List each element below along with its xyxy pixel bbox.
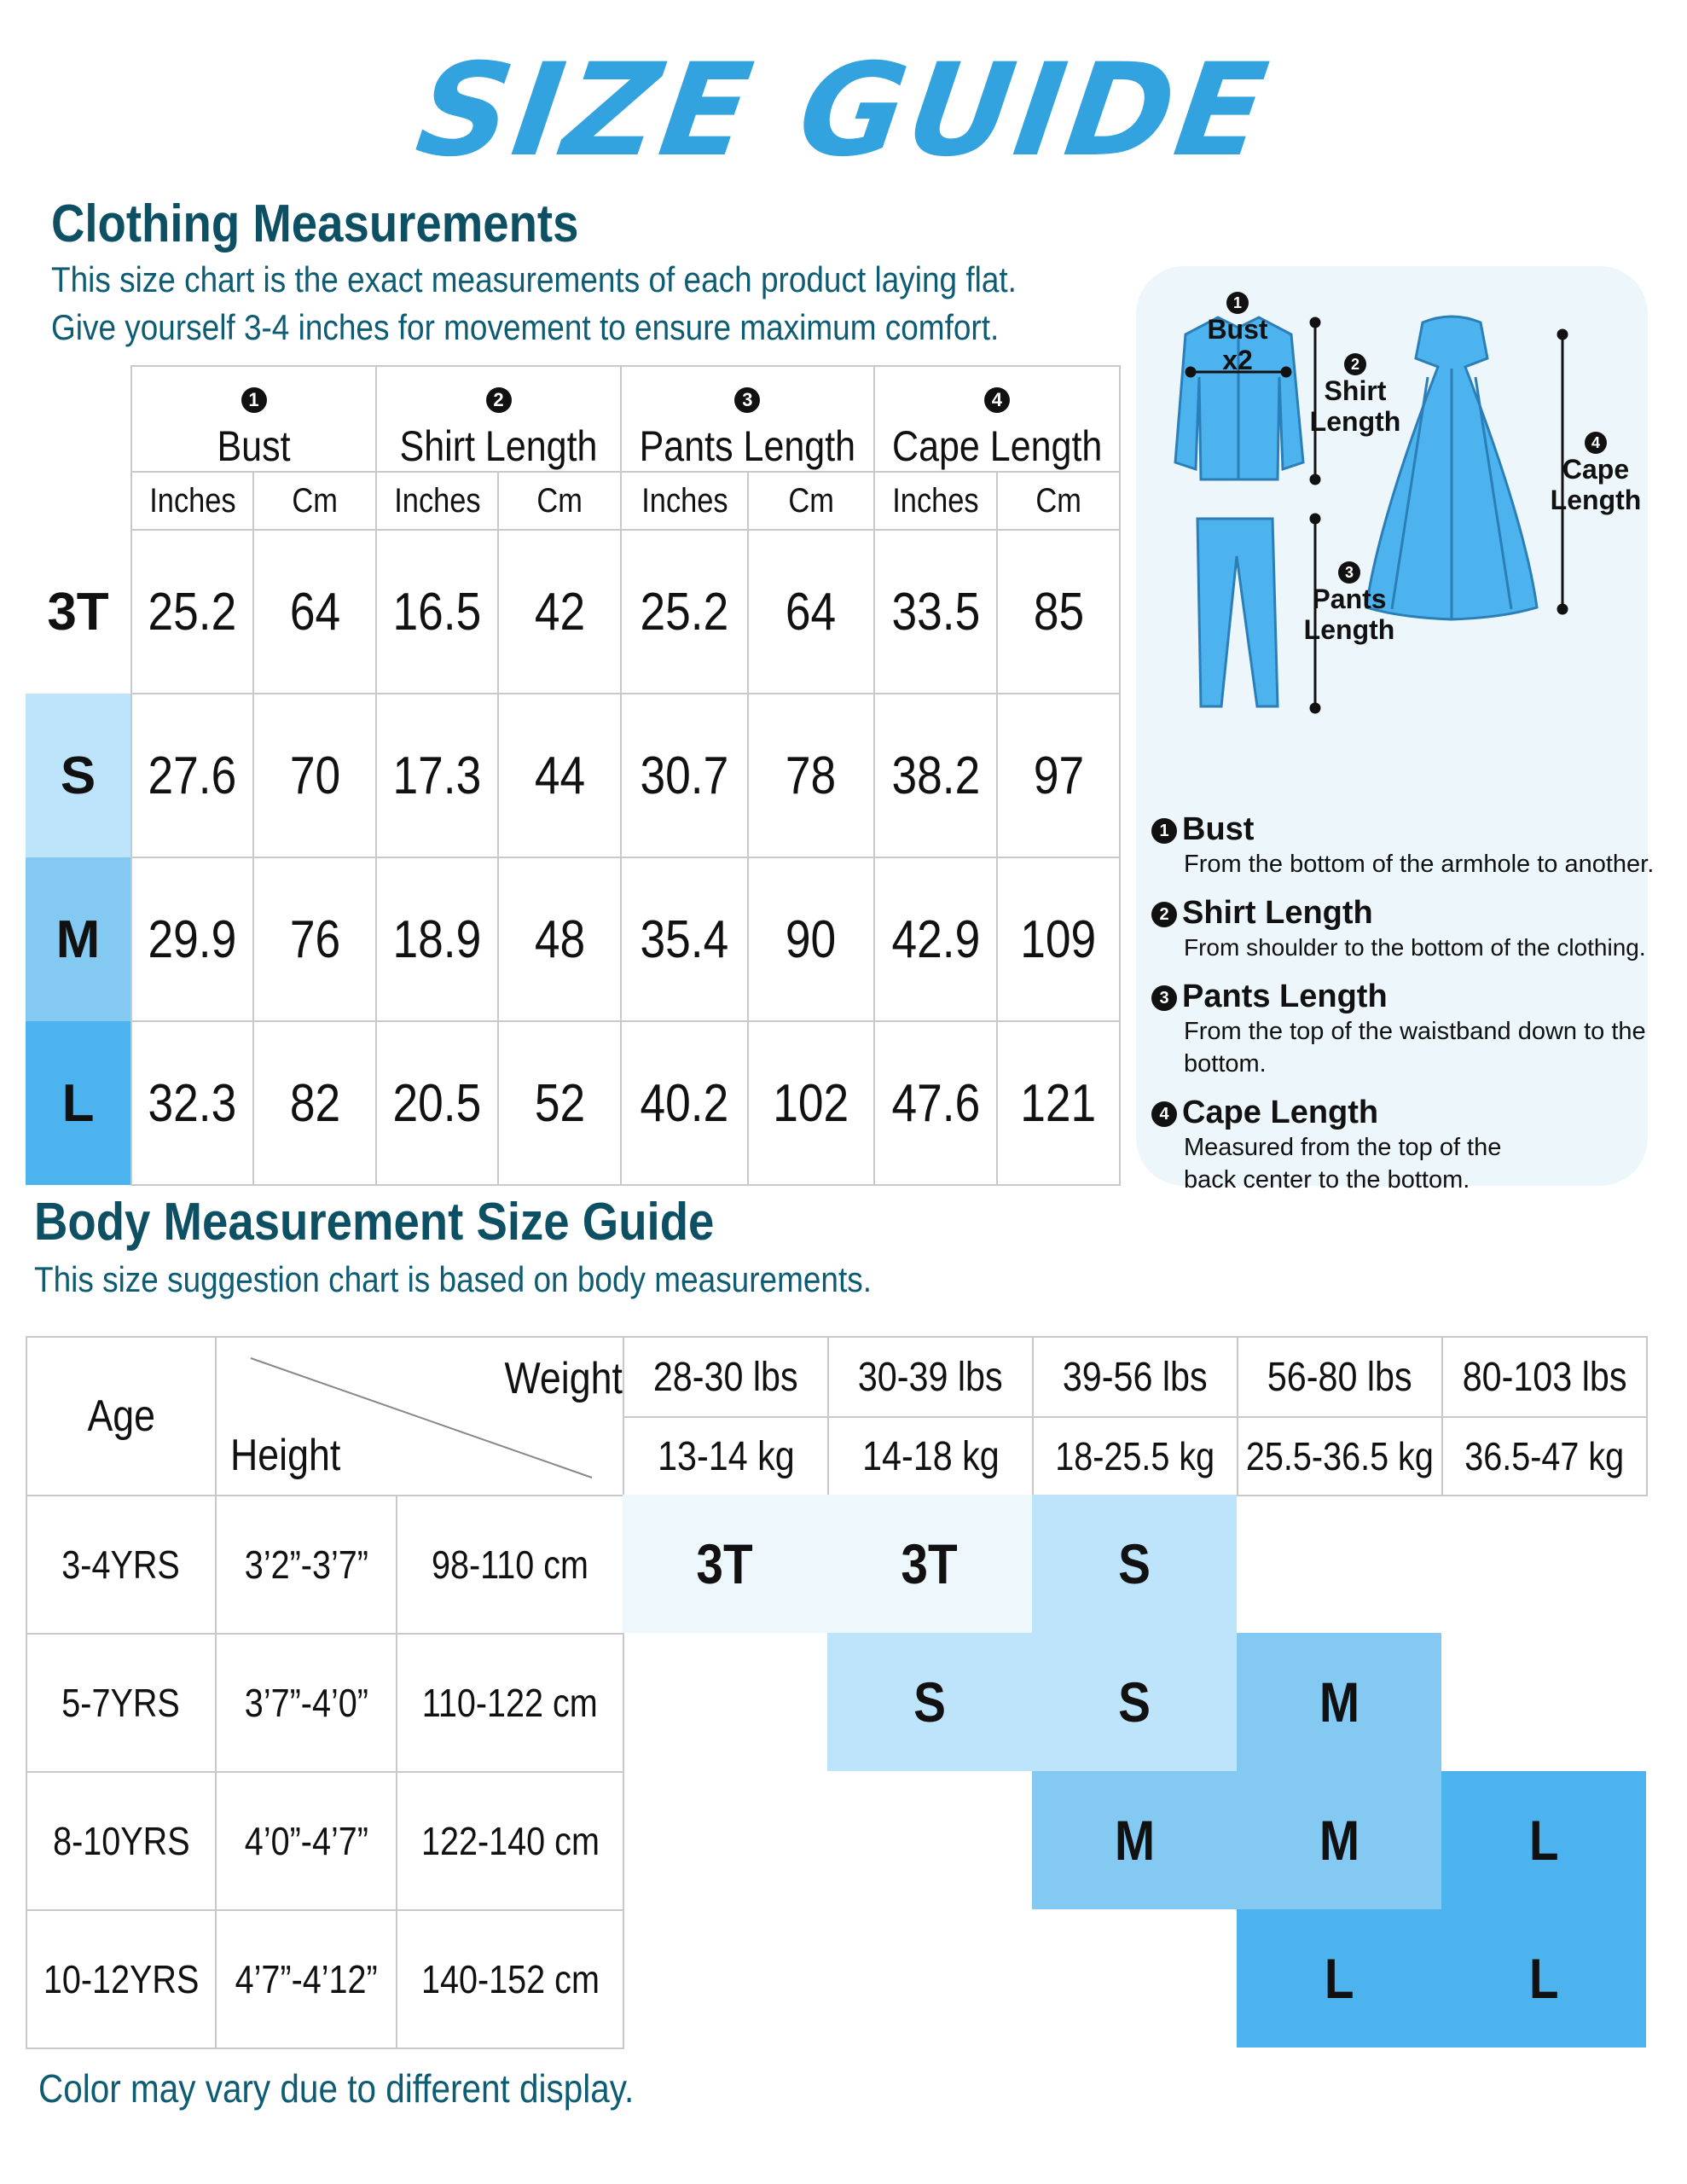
- body-table-cells: [26, 1336, 1646, 2051]
- size-label-s: S: [26, 694, 131, 857]
- table-cell: 76: [253, 857, 376, 1021]
- weight-lbs-header: 30-39 lbs: [827, 1336, 1034, 1418]
- number-2-icon: 2: [1344, 353, 1366, 375]
- table-cell: 33.5: [874, 530, 998, 694]
- table-cell: 52: [498, 1021, 621, 1185]
- group-label: Pants Length: [639, 422, 856, 470]
- weight-lbs-header: 56-80 lbs: [1237, 1336, 1443, 1418]
- group-label: Cape Length: [891, 422, 1103, 470]
- height-cm-cell: 122-140 cm: [396, 1771, 624, 1911]
- size-suggestion-cell: S: [827, 1633, 1032, 1771]
- definition-shirt-length: 2 Shirt Length From shoulder to the bottom of the clothing.: [1151, 894, 1646, 964]
- unit-header: Cm: [748, 472, 874, 530]
- table-cell: 70: [253, 694, 376, 857]
- number-3-icon: 3: [1151, 985, 1177, 1011]
- number-3-icon: 3: [734, 387, 760, 413]
- group-label: Bust: [217, 422, 291, 470]
- table-cell: 16.5: [376, 530, 498, 694]
- table-cell: 25.2: [621, 530, 748, 694]
- measurement-definitions: [1151, 810, 1655, 1210]
- size-suggestion-cell: S: [1032, 1633, 1237, 1771]
- table-cell: 47.6: [874, 1021, 998, 1185]
- height-cm-cell: 140-152 cm: [396, 1909, 624, 2049]
- weight-lbs-header: 39-56 lbs: [1032, 1336, 1238, 1418]
- size-suggestion-cell: M: [1237, 1633, 1441, 1771]
- table-cell: 121: [997, 1021, 1120, 1185]
- shirt-diagram-label: 2 Shirt Length: [1300, 345, 1411, 437]
- weight-lbs-header: 80-103 lbs: [1441, 1336, 1648, 1418]
- table-cell: 97: [997, 694, 1120, 857]
- size-suggestion-cell: M: [1237, 1771, 1441, 1909]
- size-suggestion-cell: M: [1032, 1771, 1237, 1909]
- number-1-icon: 1: [1226, 292, 1249, 314]
- height-cm-cell: 98-110 cm: [396, 1495, 624, 1635]
- table-cell: 40.2: [621, 1021, 748, 1185]
- table-cell: 82: [253, 1021, 376, 1185]
- corner-blank: [26, 472, 131, 530]
- table-row: [26, 694, 1120, 857]
- table-cell: 42.9: [874, 857, 998, 1021]
- table-cell: 18.9: [376, 857, 498, 1021]
- cape-diagram-label: 4 Cape Length: [1540, 423, 1651, 515]
- size-suggestion-cell: L: [1237, 1909, 1441, 2048]
- body-subtitle: This size suggestion chart is based on body measurements.: [34, 1259, 872, 1299]
- unit-header: Inches: [131, 472, 253, 530]
- table-cell: 44: [498, 694, 621, 857]
- table-row: [26, 1021, 1120, 1185]
- body-heading: Body Measurement Size Guide: [34, 1193, 715, 1252]
- clothing-measurement-table: [26, 365, 1121, 1186]
- weight-header: Weight: [504, 1354, 623, 1403]
- age-header: Age: [26, 1336, 217, 1496]
- table-cell: 109: [997, 857, 1120, 1021]
- table-cell: 38.2: [874, 694, 998, 857]
- page-title: SIZE GUIDE: [409, 37, 1278, 185]
- age-cell: 5-7YRS: [26, 1633, 217, 1773]
- weight-kg-header: 25.5-36.5 kg: [1237, 1416, 1443, 1496]
- table-cell: 64: [748, 530, 874, 694]
- table-cell: 102: [748, 1021, 874, 1185]
- size-suggestion-cell: L: [1441, 1771, 1646, 1909]
- clothing-subtitle-line2: Give yourself 3-4 inches for movement to ensure maximum comfort.: [51, 307, 1000, 347]
- unit-header: Cm: [997, 472, 1120, 530]
- clothing-subtitle-line1: This size chart is the exact measurements of each product laying flat.: [51, 259, 1017, 299]
- group-header-bust: [131, 366, 376, 472]
- number-2-icon: 2: [1151, 902, 1177, 927]
- table-cell: 85: [997, 530, 1120, 694]
- table-row: [26, 857, 1120, 1021]
- height-in-cell: 3’7”-4’0”: [215, 1633, 397, 1773]
- definition-pants-length: 3 Pants Length From the top of the waistband down to the bottom.: [1151, 978, 1646, 1080]
- pants-icon: [1197, 519, 1278, 706]
- weight-lbs-header: 28-30 lbs: [623, 1336, 829, 1418]
- pants-diagram-label: 3 Pants Length: [1290, 553, 1409, 645]
- number-1-icon: 1: [1151, 818, 1177, 844]
- table-cell: 20.5: [376, 1021, 498, 1185]
- unit-header: Inches: [874, 472, 998, 530]
- size-suggestion-cell: 3T: [623, 1495, 827, 1633]
- number-3-icon: 3: [1338, 561, 1360, 584]
- table-cell: 64: [253, 530, 376, 694]
- weight-kg-header: 36.5-47 kg: [1441, 1416, 1648, 1496]
- footer-note: Color may vary due to different display.: [38, 2066, 635, 2111]
- age-cell: 8-10YRS: [26, 1771, 217, 1911]
- number-4-icon: 4: [1585, 432, 1607, 454]
- bust-diagram-label: 1 Bust x2: [1182, 283, 1293, 375]
- definition-cape-length: 4 Cape Length Measured from the top of the back center to the bottom.: [1151, 1094, 1646, 1196]
- size-suggestion-cell: 3T: [827, 1495, 1032, 1633]
- height-in-cell: 4’7”-4’12”: [215, 1909, 397, 2049]
- unit-header: Cm: [253, 472, 376, 530]
- size-suggestion-cell: L: [1441, 1909, 1646, 2048]
- table-cell: 17.3: [376, 694, 498, 857]
- number-1-icon: 1: [241, 387, 267, 413]
- group-header-shirt-length: [376, 366, 621, 472]
- height-in-cell: 3’2”-3’7”: [215, 1495, 397, 1635]
- weight-kg-header: 18-25.5 kg: [1032, 1416, 1238, 1496]
- size-label-3t: 3T: [26, 530, 131, 694]
- table-cell: 25.2: [131, 530, 253, 694]
- table-cell: 32.3: [131, 1021, 253, 1185]
- table-cell: 48: [498, 857, 621, 1021]
- table-cell: 35.4: [621, 857, 748, 1021]
- unit-header: Inches: [621, 472, 748, 530]
- height-header: Height: [230, 1431, 341, 1480]
- weight-kg-header: 14-18 kg: [827, 1416, 1034, 1496]
- height-cm-cell: 110-122 cm: [396, 1633, 624, 1773]
- group-header-pants-length: [621, 366, 874, 472]
- clothing-heading: Clothing Measurements: [51, 195, 579, 253]
- corner-blank: [26, 366, 131, 472]
- table-cell: 27.6: [131, 694, 253, 857]
- size-suggestion-cell: S: [1032, 1495, 1237, 1633]
- weight-kg-header: 13-14 kg: [623, 1416, 829, 1496]
- table-cell: 42: [498, 530, 621, 694]
- table-cell: 90: [748, 857, 874, 1021]
- number-4-icon: 4: [1151, 1101, 1177, 1127]
- size-label-m: M: [26, 857, 131, 1021]
- group-label: Shirt Length: [399, 422, 598, 470]
- definition-bust: 1 Bust From the bottom of the armhole to another.: [1151, 810, 1646, 880]
- age-cell: 3-4YRS: [26, 1495, 217, 1635]
- age-cell: 10-12YRS: [26, 1909, 217, 2049]
- unit-header: Inches: [376, 472, 498, 530]
- group-header-cape-length: [874, 366, 1120, 472]
- number-4-icon: 4: [984, 387, 1010, 413]
- number-2-icon: 2: [486, 387, 512, 413]
- table-row: [26, 530, 1120, 694]
- table-cell: 78: [748, 694, 874, 857]
- height-in-cell: 4’0”-4’7”: [215, 1771, 397, 1911]
- size-label-l: L: [26, 1021, 131, 1185]
- table-cell: 29.9: [131, 857, 253, 1021]
- table-cell: 30.7: [621, 694, 748, 857]
- unit-header: Cm: [498, 472, 621, 530]
